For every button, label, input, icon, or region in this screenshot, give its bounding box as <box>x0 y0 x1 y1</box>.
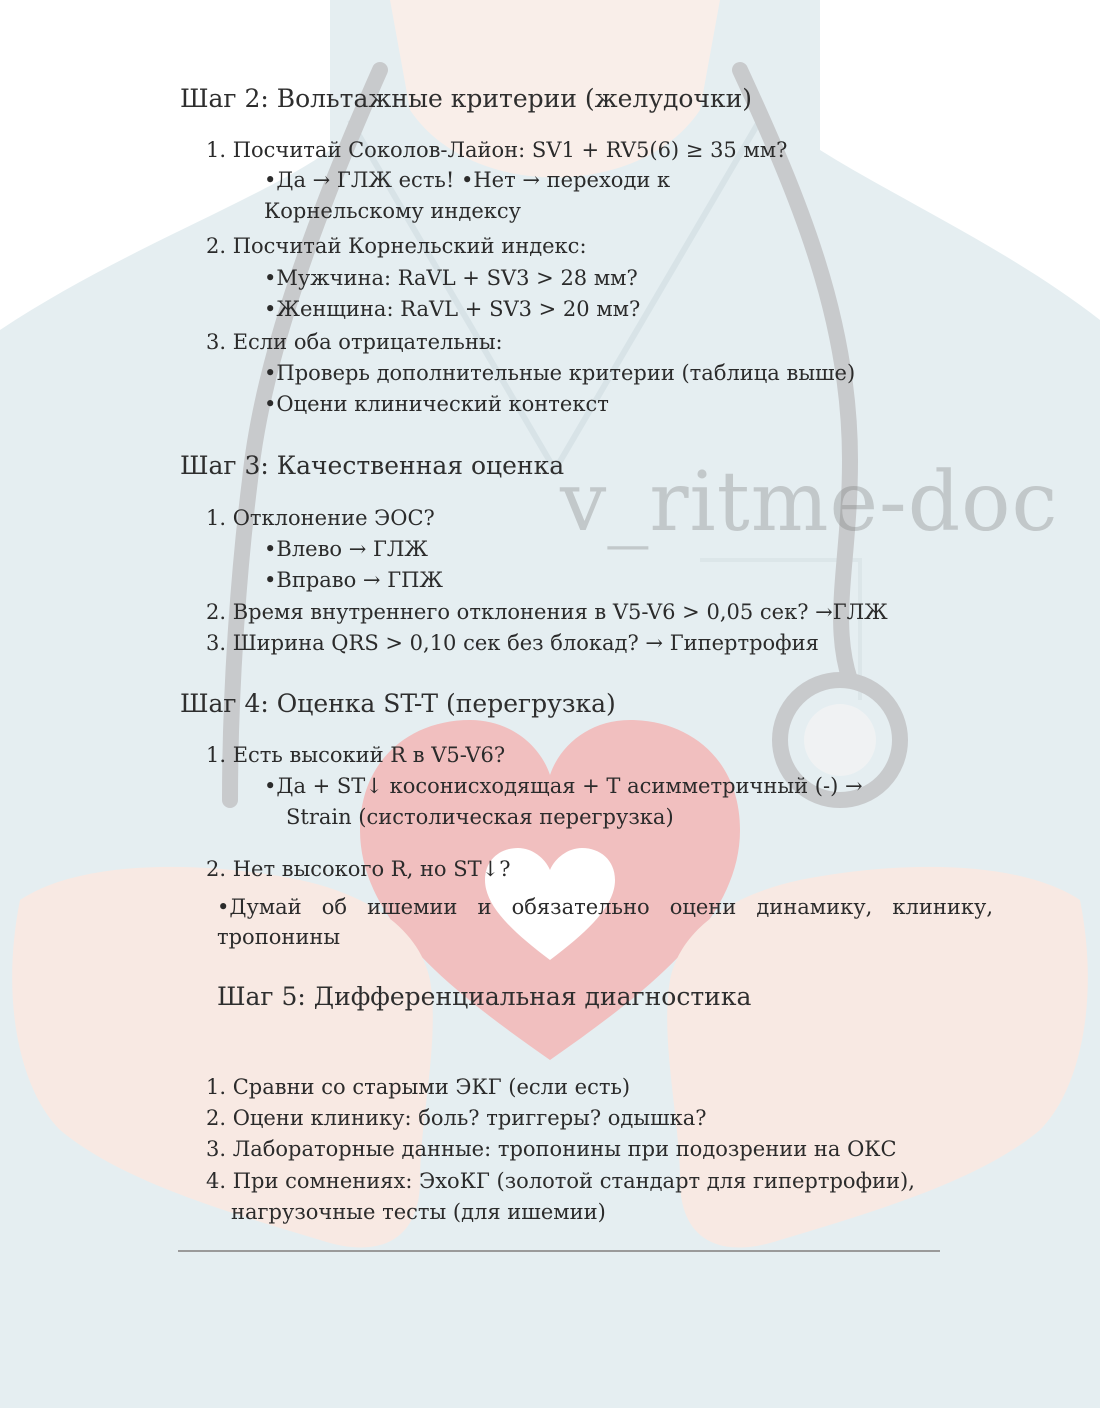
step2-item1-bullet1: •Да → ГЛЖ есть! •Нет → переходи к <box>264 168 671 192</box>
step4-item1: 1. Есть высокий R в V5-V6? <box>206 743 506 767</box>
step3-item1-bullet1: •Влево → ГЛЖ <box>264 537 429 561</box>
step3-heading: Шаг 3: Качественная оценка <box>180 451 565 480</box>
step4-item1-bullet1: •Да + ST↓ косонисходящая + T асимметричный (-) → <box>264 774 863 798</box>
step2-item2-bullet2: •Женщина: RaVL + SV3 > 20 мм? <box>264 297 641 321</box>
step4-item2-bullet2: тропонины <box>217 925 341 949</box>
step2-item3-bullet1: •Проверь дополнительные критерии (таблица выше) <box>264 361 856 385</box>
step4-item1-bullet2: Strain (систолическая перегрузка) <box>286 805 674 829</box>
step5-item4: 4. При сомнениях: ЭхоКГ (золотой стандарт для гипертрофии), <box>206 1169 915 1193</box>
step3-item1-bullet2: •Вправо → ГПЖ <box>264 568 444 592</box>
step2-item2: 2. Посчитай Корнельский индекс: <box>206 234 587 258</box>
step2-item1: 1. Посчитай Соколов-Лайон: SV1 + RV5(6) ≥ 35 мм? <box>206 138 788 162</box>
step4-heading: Шаг 4: Оценка ST-T (перегрузка) <box>180 689 616 718</box>
step5-item4-continuation: нагрузочные тесты (для ишемии) <box>231 1200 606 1224</box>
step5-item2: 2. Оцени клинику: боль? триггеры? одышка? <box>206 1106 707 1130</box>
bottom-divider <box>178 1250 940 1252</box>
step2-item3-bullet2: •Оцени клинический контекст <box>264 392 609 416</box>
step4-item2-bullet1: •Думай об ишемии и обязательно оцени динамику, клинику, <box>217 895 993 919</box>
step3-item3: 3. Ширина QRS > 0,10 сек без блокад? → Гипертрофия <box>206 631 819 655</box>
step3-item2: 2. Время внутреннего отклонения в V5-V6 > 0,05 сек? →ГЛЖ <box>206 600 888 624</box>
step2-heading: Шаг 2: Вольтажные критерии (желудочки) <box>180 84 753 113</box>
step4-item2: 2. Нет высокого R, но ST↓? <box>206 857 511 881</box>
step2-item1-bullet2: Корнельскому индексу <box>264 199 522 223</box>
step5-item3: 3. Лабораторные данные: тропонины при подозрении на ОКС <box>206 1137 897 1161</box>
step5-item1: 1. Сравни со старыми ЭКГ (если есть) <box>206 1075 631 1099</box>
step2-item2-bullet1: •Мужчина: RaVL + SV3 > 28 мм? <box>264 266 638 290</box>
watermark-text: v_ritme-doc <box>560 455 1059 550</box>
step2-item3: 3. Если оба отрицательны: <box>206 330 503 354</box>
step5-heading: Шаг 5: Дифференциальная диагностика <box>217 982 752 1011</box>
step3-item1: 1. Отклонение ЭОС? <box>206 506 435 530</box>
